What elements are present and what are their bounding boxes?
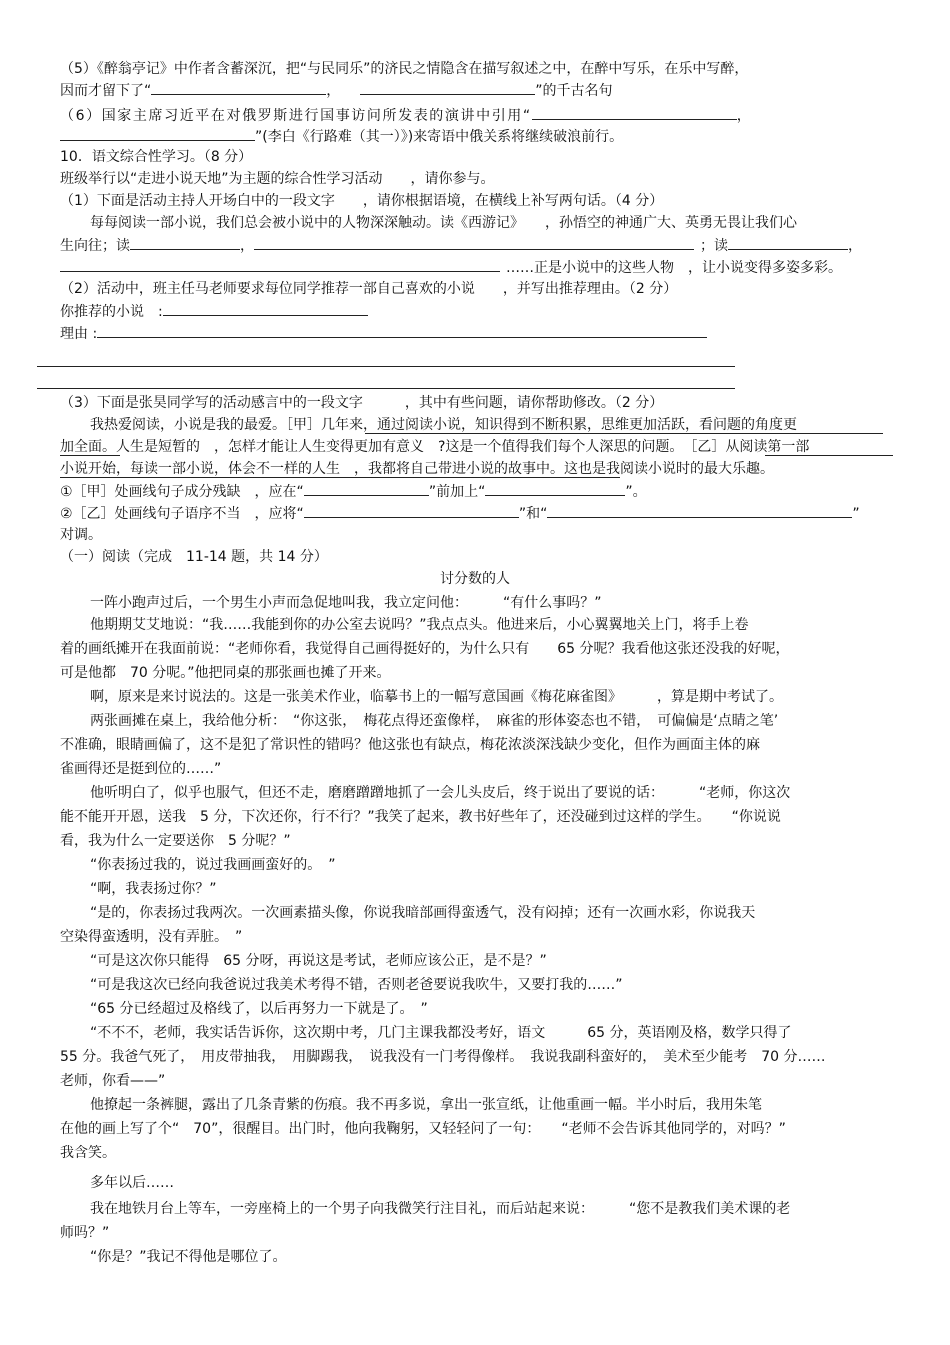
answer-blank[interactable]: [485, 482, 625, 496]
q10-part1-prompt: （1）下面是活动主持人开场白中的一段文字 ，请你根据语境，在横线上补写两句话。（4 分）: [60, 193, 664, 209]
q10-part3-line1: 我热爱阅读，小说是我的最爱。［甲］几年来，通过阅读小说，知识得到不断积累，思维更加活跃，看问题的角度更: [90, 417, 797, 433]
answer-blank[interactable]: [60, 258, 500, 272]
text-segment: ”前加上“: [428, 484, 486, 500]
q10-part3-prompt: （3）下面是张昊同学写的活动感言中的一段文字 ，其中有些问题，请你帮助修改。（2 分）: [60, 395, 664, 411]
passage-line: “可是我这次已经向我爸说过我美术考得不错，否则老爸要说我吹牛，又要打我的……”: [90, 977, 623, 993]
text-segment: ……正是小说中的这些人物 ，让小说变得多姿多彩。: [506, 260, 842, 276]
q10-intro: 班级举行以“走进小说天地”为主题的综合性学习活动 ，请你参与。: [60, 171, 495, 187]
q10-part3-line2: 加全面。人生是短暂的 ，怎样才能让人生变得更加有意义 ?这是一个值得我们每个人深思的问题。 ［乙］从阅读第一部: [60, 439, 810, 455]
text-segment: 你推荐的小说 :: [60, 304, 163, 320]
q9-item5-line1: （5）《醉翁亭记》中作者含蓄深沉，把“与民同乐”的济民之情隐含在描写叙述之中，在醉中写乐，在乐中写醉，: [60, 61, 749, 77]
underline-mark: [60, 477, 620, 478]
passage-line: 着的画纸摊开在我面前说：“老师你看，我觉得自己画得挺好的，为什么只有 65 分呢？我看他这张还没我的好呢，: [60, 641, 790, 657]
q10-part3-sub2-end: 对调。: [60, 527, 102, 543]
q10-part3-line3: 小说开始，每读一部小说，体会不一样的人生 ，我都将自己带进小说的故事中。这也是我阅读小说时的最大乐趣。: [60, 461, 774, 477]
text-segment: ，: [240, 238, 254, 254]
reading-section-heading: （一）阅读（完成 11-14 题，共 14 分）: [60, 549, 328, 565]
passage-line: “你表扬过我的，说过我画画蛮好的。 ”: [90, 857, 336, 873]
underline-mark: [60, 455, 120, 456]
answer-blank[interactable]: [254, 236, 694, 250]
q9-item6-prefix: （6）国家主席习近平在对俄罗斯进行国事访问所发表的演讲中引用“: [60, 108, 532, 124]
text-segment: ①［甲］处画线句子成分残缺 ，应在“: [60, 484, 304, 500]
answer-line[interactable]: [37, 388, 735, 389]
q10-part3-sub2: [60, 504, 860, 523]
q10-part1-line3: [60, 258, 842, 277]
text-segment: ；读: [700, 238, 728, 254]
answer-blank[interactable]: [304, 482, 429, 496]
passage-title: 讨分数的人: [440, 571, 510, 587]
text-segment: ②［乙］处画线句子语序不当 ，应将“: [60, 506, 304, 522]
passage-line: 55 分。我爸气死了， 用皮带抽我， 用脚踢我， 说我没有一门考得像样。 我说我副科蛮好的， 美术至少能考 70 分……: [60, 1049, 826, 1065]
passage-line: 啊，原来是来讨说法的。这是一张美术作业，临摹书上的一幅写意国画《梅花麻雀图》 ，算是期中考试了。: [90, 689, 783, 705]
passage-line: 师吗？”: [60, 1225, 110, 1241]
passage-line: “啊，我表扬过你？”: [90, 881, 217, 897]
q9-item6-comma: ，: [736, 108, 753, 124]
passage-line: “你是？”我记不得他是哪位了。: [90, 1249, 287, 1265]
underline-mark: [765, 455, 893, 456]
passage-line: 雀画得还是挺到位的……”: [60, 761, 222, 777]
passage-line: 一阵小跑声过后，一个男生小声而急促地叫我，我立定问他： “有什么事吗？”: [90, 595, 602, 611]
q9-item5-line2: [60, 81, 613, 100]
passage-line: 我含笑。: [60, 1145, 116, 1161]
passage-line: 他撩起一条裤腿，露出了几条青紫的伤痕。我不再多说，拿出一张宣纸，让他重画一幅。半小时后，我用朱笔: [90, 1097, 762, 1113]
text-segment: 生向往；读: [60, 238, 130, 254]
q10-part2-novel: [60, 302, 368, 321]
passage-line: 两张画摊在桌上，我给他分析： “你这张， 梅花点得还蛮像样， 麻雀的形体姿态也不错， 可偏偏是‘点睛之笔’: [90, 713, 779, 729]
answer-blank[interactable]: [728, 236, 848, 250]
q9-item5-prefix: 因而才留下了“: [60, 83, 152, 99]
passage-line: 空染得蛮透明，没有弄脏。 ”: [60, 929, 243, 945]
q9-item6-line1: [60, 106, 752, 125]
answer-blank[interactable]: [547, 504, 852, 518]
q10-heading: 10．语文综合性学习。（8 分）: [60, 149, 253, 165]
answer-blank[interactable]: [163, 302, 368, 316]
passage-line: 在他的画上写了个“ 70”，很醒目。出门时，他向我鞠躬，又轻轻问了一句： “老师不会告诉其他同学的，对吗？”: [60, 1121, 786, 1137]
answer-blank[interactable]: [60, 127, 255, 141]
answer-blank[interactable]: [304, 504, 519, 518]
passage-line: 看，我为什么一定要送你 5 分呢？”: [60, 833, 291, 849]
underline-mark: [365, 433, 883, 434]
passage-line: 他听明白了，似乎也服气，但还不走，磨磨蹭蹭地抓了一会儿头皮后，终于说出了要说的话： “老师，你这次: [90, 785, 791, 801]
passage-line: 多年以后……: [90, 1175, 174, 1191]
answer-blank[interactable]: [130, 236, 240, 250]
passage-line: “65 分已经超过及格线了，以后再努力一下就是了。 ”: [90, 1001, 428, 1017]
passage-line: “不不不，老师，我实话告诉你，这次期中考，几门主课我都没考好，语文 65 分，英语刚及格，数学只得了: [90, 1025, 792, 1041]
answer-blank[interactable]: [97, 324, 707, 338]
answer-line[interactable]: [37, 366, 735, 367]
passage-line: 能不能开开恩，送我 5 分，下次还你，行不行？”我笑了起来，教书好些年了，还没碰到过这样的学生。 “你说说: [60, 809, 781, 825]
q10-part1-line2: [60, 236, 862, 255]
passage-line: 我在地铁月台上等车，一旁座椅上的一个男子向我微笑行注目礼，而后站起来说： “您不是教我们美术课的老: [90, 1201, 791, 1217]
text-segment: ，: [848, 238, 862, 254]
passage-line: 老师，你看——”: [60, 1073, 166, 1089]
passage-line: 不准确，眼睛画偏了，这不是犯了常识性的错吗？他这张也有缺点，梅花浓淡深浅缺少变化，但作为画面主体的麻: [60, 737, 760, 753]
q9-item6-suffix: ”(李白《行路难（其一）》)来寄语中俄关系将继续破浪前行。: [255, 129, 624, 145]
q9-item5-comma: ，: [326, 83, 341, 99]
answer-blank[interactable]: [151, 81, 326, 95]
answer-blank[interactable]: [532, 106, 737, 120]
passage-line: “是的，你表扬过我两次。一次画素描头像，你说我暗部画得蛮透气，没有闷掉；还有一次画水彩，你说我天: [90, 905, 756, 921]
q10-part1-line1: 每每阅读一部小说，我们总会被小说中的人物深深触动。读《西游记》 ，孙悟空的神通广大、英勇无畏让我们心: [90, 215, 797, 231]
answer-blank[interactable]: [360, 81, 535, 95]
passage-line: “可是这次你只能得 65 分呀，再说这是考试，老师应该公正，是不是？”: [90, 953, 547, 969]
text-segment: ”: [852, 506, 860, 522]
text-segment: ”。: [625, 484, 647, 500]
q10-part2-reason: [60, 324, 707, 343]
q9-item5-suffix: ”的千古名句: [535, 83, 613, 99]
q9-item6-line2: [60, 127, 623, 146]
text-segment: ”和“: [518, 506, 548, 522]
passage-line: 他期期艾艾地说：“我……我能到你的办公室去说吗？”我点点头。他进来后，小心翼翼地关上门，将手上卷: [90, 617, 749, 633]
q10-part3-sub1: [60, 482, 647, 501]
passage-line: 可是他都 70 分呢。”他把同桌的那张画也摊了开来。: [60, 665, 391, 681]
text-segment: 理由 :: [60, 326, 98, 342]
q10-part2-prompt: （2）活动中，班主任马老师要求每位同学推荐一部自己喜欢的小说 ，并写出推荐理由。（2 分）: [60, 281, 678, 297]
